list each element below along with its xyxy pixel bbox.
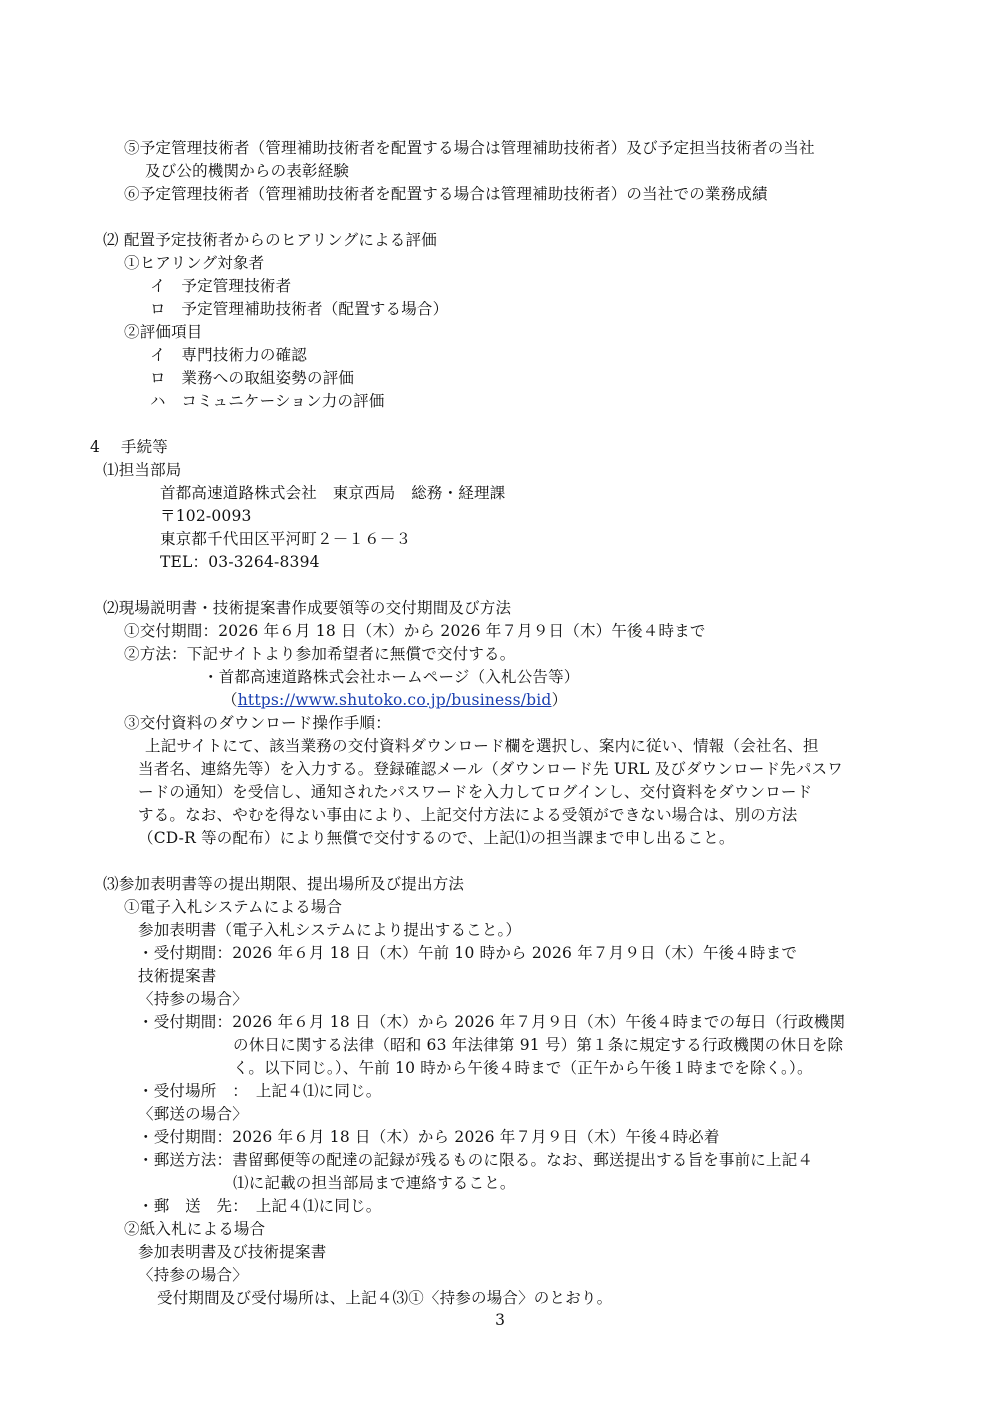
text-line: ・受付期間：2026 年６月 18 日（木）から 2026 年７月９日（木）午後４時までの毎日（行政機関 <box>138 1013 846 1031</box>
section-heading: ⑴担当部局 <box>103 461 182 479</box>
text-line: ①電子入札システムによる場合 <box>124 898 343 916</box>
text-line: 東京都千代田区平河町２－１６－３ <box>160 530 412 548</box>
section-heading: ⑵ 配置予定技術者からのヒアリングによる評価 <box>103 231 437 249</box>
text-line: 参加表明書及び技術提案書 <box>138 1243 327 1261</box>
website-link[interactable]: https://www.shutoko.co.jp/business/bid <box>237 691 552 709</box>
text-line: ・受付場所 ： 上記４⑴に同じ。 <box>138 1082 382 1100</box>
text-line: ②評価項目 <box>124 323 203 341</box>
text-line: ・郵 送 先： 上記４⑴に同じ。 <box>138 1197 382 1215</box>
text-line: ・首都高速道路株式会社ホームページ（入札公告等） <box>203 668 580 686</box>
text-line: ①交付期間：2026 年６月 18 日（木）から 2026 年７月９日（木）午後４時まで <box>124 622 706 640</box>
text-line: く。以下同じ。）、午前 10 時から午後４時まで（正午から午後１時までを除く。）。 <box>233 1059 813 1077</box>
text-line: 及び公的機関からの表彰経験 <box>145 162 350 180</box>
text-line: ⑴に記載の担当部局まで連絡すること。 <box>233 1174 516 1192</box>
url-line <box>222 690 567 710</box>
section-heading: ⑵現場説明書・技術提案書作成要領等の交付期間及び方法 <box>103 599 512 617</box>
text-line: ロ 業務への取組姿勢の評価 <box>150 369 355 387</box>
page-number: 3 <box>495 1311 505 1329</box>
text-line: 〒102-0093 <box>160 507 252 525</box>
text-line: ・受付期間：2026 年６月 18 日（木）から 2026 年７月９日（木）午後４時必着 <box>138 1128 720 1146</box>
paren-open: （ <box>222 691 238 709</box>
text-line: 上記サイトにて、該当業務の交付資料ダウンロード欄を選択し、案内に従い、情報（会社名、担 <box>145 737 819 755</box>
text-line: （CD-R 等の配布）により無償で交付するので、上記⑴の担当課まで申し出ること。 <box>138 829 735 847</box>
text-line: ・郵送方法：書留郵便等の配達の記録が残るものに限る。なお、郵送提出する旨を事前に上記４ <box>138 1151 814 1169</box>
text-line: の休日に関する法律（昭和 63 年法律第 91 号）第１条に規定する行政機関の休日を除 <box>233 1036 844 1054</box>
text-line: 当者名、連絡先等）を入力する。登録確認メール（ダウンロード先 URL 及びダウンロード先パスワ <box>138 760 843 778</box>
text-line: ③交付資料のダウンロード操作手順： <box>124 714 391 732</box>
text-line: 〈持参の場合〉 <box>138 990 248 1008</box>
text-line: ハ コミュニケーション力の評価 <box>150 392 385 410</box>
text-line: ロ 予定管理補助技術者（配置する場合） <box>150 300 449 318</box>
text-line: ②方法：下記サイトより参加希望者に無償で交付する。 <box>124 645 516 663</box>
text-line: 首都高速道路株式会社 東京西局 総務・経理課 <box>160 484 506 502</box>
text-line: 参加表明書（電子入札システムにより提出すること。） <box>138 921 522 939</box>
text-line: する。なお、やむを得ない事由により、上記交付方法による受領ができない場合は、別の方法 <box>138 806 798 824</box>
text-line: 技術提案書 <box>138 967 217 985</box>
text-line: イ 予定管理技術者 <box>150 277 292 295</box>
text-line: 〈持参の場合〉 <box>138 1266 248 1284</box>
text-line: ⑤予定管理技術者（管理補助技術者を配置する場合は管理補助技術者）及び予定担当技術者の当社 <box>124 139 815 157</box>
text-line: ②紙入札による場合 <box>124 1220 266 1238</box>
text-line: ⑥予定管理技術者（管理補助技術者を配置する場合は管理補助技術者）の当社での業務成績 <box>124 185 768 203</box>
text-line: 受付期間及び受付場所は、上記４⑶①〈持参の場合〉のとおり。 <box>157 1289 613 1307</box>
text-line: TEL：03-3264-8394 <box>160 553 320 571</box>
paren-close: ） <box>551 691 568 709</box>
text-line: ①ヒアリング対象者 <box>124 254 265 272</box>
text-line: ードの通知）を受信し、通知されたパスワードを入力してログインし、交付資料をダウンロード <box>138 783 813 801</box>
chapter-heading: 4 手続等 <box>90 438 168 456</box>
text-line: ・受付期間：2026 年６月 18 日（木）午前 10 時から 2026 年７月９日（木）午後４時まで <box>138 944 798 962</box>
text-line: 〈郵送の場合〉 <box>138 1105 248 1123</box>
section-heading: ⑶参加表明書等の提出期限、提出場所及び提出方法 <box>103 875 465 893</box>
text-line: イ 専門技術力の確認 <box>150 346 308 364</box>
